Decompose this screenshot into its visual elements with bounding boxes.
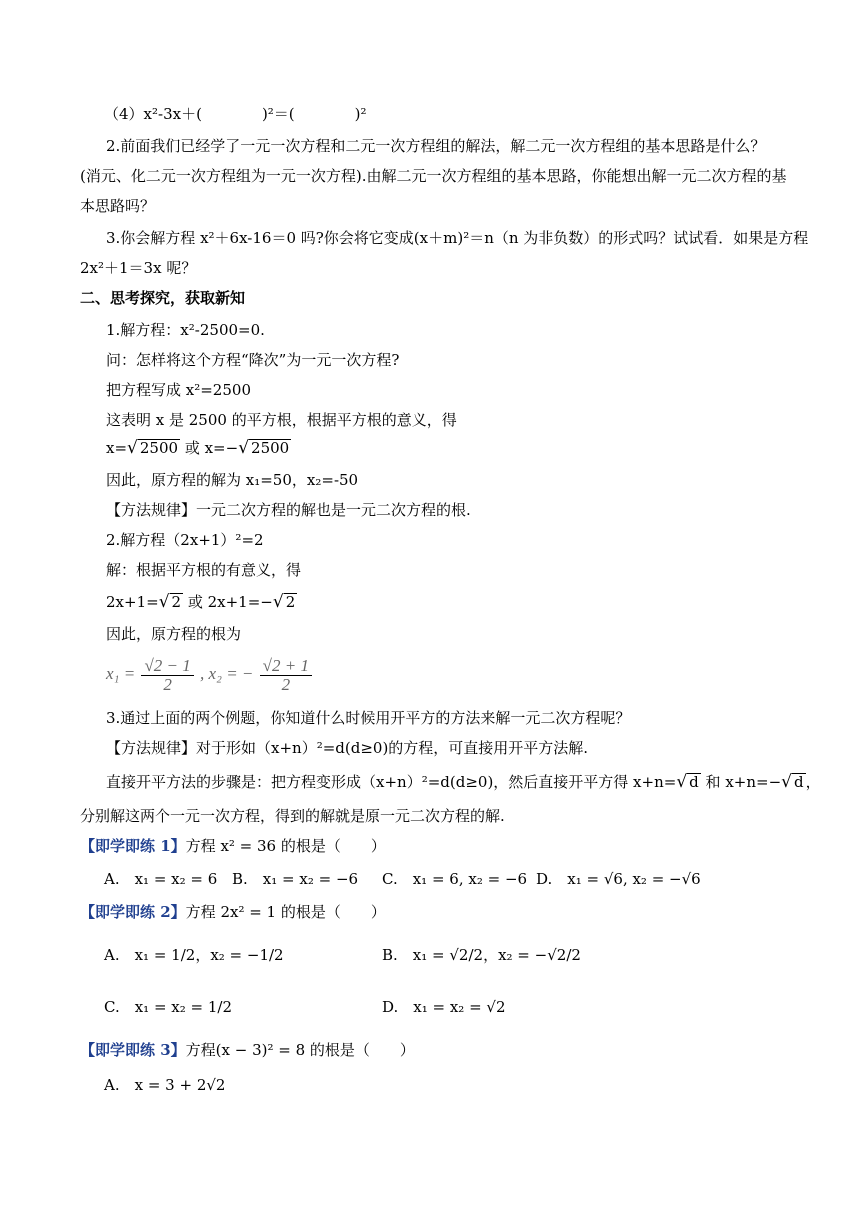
option-d[interactable]: D. x₁ = √6, x₂ = −√6 (536, 870, 701, 888)
fraction: $\frac{√2 + 1}{2}$ (260, 657, 312, 694)
equation-line: x=√ 2500 或 x=−√ 2500 (106, 438, 290, 458)
option-b[interactable]: B. x₁ = x₂ = −6 (232, 870, 359, 888)
text-line: 3.通过上面的两个例题，你知道什么时候用开平方的方法来解一元二次方程呢？ (106, 709, 631, 727)
text-line: 2.前面我们已经学了一元一次方程和二元一次方程组的解法，解二元一次方程组的基本思路是什么？ (106, 137, 766, 155)
exercise-3: 【即学即练 3】方程(x − 3)² = 8 的根是（ ） (80, 1041, 415, 1059)
text-line: 1.解方程：x²-2500=0. (106, 321, 265, 339)
exercise-label: 【即学即练 1】 (80, 837, 186, 855)
exercise-2: 【即学即练 2】方程 2x² = 1 的根是（ ） (80, 903, 386, 921)
roots-formula: x₁ = $\frac{√2 - 1}{2}$ , x₂ = − $\frac{√2 + 1}{2}$ (106, 652, 314, 696)
text-line: 因此，原方程的解为 x₁=50，x₂=-50 (106, 471, 359, 489)
option-a[interactable]: A. x = 3 + 2√2 (104, 1076, 226, 1094)
method-rule: 【方法规律】对于形如（x+n）²=d(d≥0)的方程，可直接用开平方法解. (106, 739, 589, 757)
text-line: 2x²＋1＝3x 呢？ (80, 259, 197, 277)
text-line: 本思路吗？ (80, 197, 156, 215)
text-line: 把方程写成 x²=2500 (106, 381, 251, 399)
exercise-label: 【即学即练 3】 (80, 1041, 186, 1059)
option-c[interactable]: C. x₁ = 6, x₂ = −6 (382, 870, 528, 888)
text-line: 问：怎样将这个方程“降次”为一元一次方程? (106, 351, 400, 369)
text-line: (消元、化二元一次方程组为一元一次方程).由解二元一次方程组的基本思路，你能想出解一元二次方程的基 (80, 167, 787, 185)
option-d[interactable]: D. x₁ = x₂ = √2 (382, 998, 506, 1016)
text-line: 分别解这两个一元一次方程，得到的解就是原一元二次方程的解. (80, 807, 505, 825)
text-line: 3.你会解方程 x²＋6x-16＝0 吗?你会将它变成(x＋m)²＝n（n 为非负数）的形式吗？试试看．如果是方程 (106, 229, 809, 247)
section-heading: 二、思考探究，获取新知 (80, 289, 246, 307)
text-line: 因此，原方程的根为 (106, 625, 242, 643)
text-line: （4）x²-3x＋( )²＝( )² (104, 105, 367, 123)
equation-line: 2x+1=√ 2 或 2x+1=−√ 2 (106, 592, 296, 612)
option-b[interactable]: B. x₁ = √2/2，x₂ = −√2/2 (382, 946, 581, 964)
method-rule: 【方法规律】一元二次方程的解也是一元二次方程的根. (106, 501, 471, 519)
exercise-label: 【即学即练 2】 (80, 903, 186, 921)
radicand: 2500 (251, 439, 290, 457)
fraction: $\frac{√2 - 1}{2}$ (141, 657, 193, 694)
equation-line: 直接开平方法的步骤是：把方程变形成（x+n）²=d(d≥0)，然后直接开平方得 x+n=√ d 和 x+n=−√ d ， (106, 772, 821, 792)
option-c[interactable]: C. x₁ = x₂ = 1/2 (104, 998, 233, 1016)
text-line: 这表明 x 是 2500 的平方根，根据平方根的意义，得 (106, 411, 457, 429)
option-a[interactable]: A. x₁ = 1/2，x₂ = −1/2 (104, 946, 284, 964)
text-line: 解：根据平方根的有意义，得 (106, 561, 302, 579)
exercise-1: 【即学即练 1】方程 x² = 36 的根是（ ） (80, 837, 386, 855)
radicand: 2500 (139, 439, 179, 457)
option-a[interactable]: A. x₁ = x₂ = 6 (104, 870, 218, 888)
text-line: 2.解方程（2x+1）²=2 (106, 531, 264, 549)
